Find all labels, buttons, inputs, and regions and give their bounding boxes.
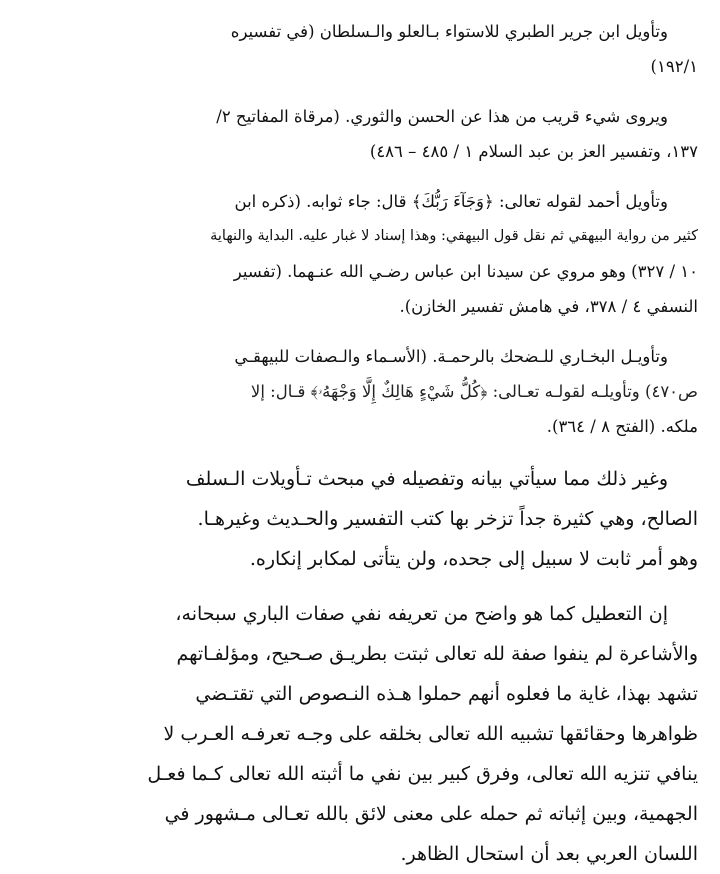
text-line: وتأويـل البخـاري للـضحك بالرحمـة. (الأسـماء والـصفات للبيهقـي: [234, 347, 668, 366]
text-line: وتأويل أحمد لقوله تعالى: ﴿وَجَآءَ رَبُّكَ﴾ قال: جاء ثوابه. (ذكره ابن: [234, 192, 668, 211]
paragraph-tabari: [24, 14, 698, 84]
text-line: ١٠ / ٣٢٧) وهو مروي عن سيدنا ابن عباس رضـي الله عنـهما. (تفسير: [233, 262, 698, 281]
text-line: تشهد بهذا، غاية ما فعلوه أنهم حملوا هـذه النـصوص التي تقتـضي: [195, 683, 698, 705]
text-line: والأشاعرة لم ينفوا صفة لله تعالى ثبتت بطريـق صـحيح، ومؤلفـاتهم: [176, 643, 698, 665]
paragraph-tatil: [24, 594, 698, 874]
text-line: وغير ذلك مما سيأتي بيانه وتفصيله في مبحث تـأويلات الـسلف: [185, 468, 668, 490]
text-line: ظواهرها وحقائقها تشبيه الله تعالى بخلقه على وجـه تعرفـه العـرب لا: [163, 723, 698, 745]
text-line: وهو أمر ثابت لا سبيل إلى جحده، ولن يتأتى لمكابر إنكاره.: [249, 548, 698, 570]
text-line: ينافي تنزيه الله تعالى، وفرق كبير بين نفي ما أثبته الله تعالى كـما فعـل: [147, 763, 698, 785]
paragraph-salaf: [24, 459, 698, 579]
text-line: الجهمية، وبين إثباته ثم حمله على معنى لائق بالله تعـالى مـشهور في: [164, 803, 698, 825]
text-line: ١٩٢/١): [650, 57, 698, 76]
text-line: ص٤٧٠) وتأويلـه لقولـه تعـالى: ﴿كُلُّ شَيْءٍ هَالِكٌ إِلَّا وَجْهَهُۥ﴾ قـال: إلا: [250, 382, 698, 401]
text-line: ١٣٧، وتفسير العز بن عبد السلام ١ / ٤٨٥ – ٤٨٦): [369, 142, 698, 161]
text-line: اللسان العربي بعد أن استحال الظاهر.: [400, 843, 698, 865]
paragraph-bukhari: [24, 339, 698, 444]
text-line: الصالح، وهي كثيرة جداً تزخر بها كتب التفسير والحـديث وغيرهـا.: [197, 508, 698, 530]
paragraph-hasan-thawri: [24, 99, 698, 169]
text-line: ملكه. (الفتح ٨ / ٣٦٤).: [546, 417, 698, 436]
text-line: النسفي ٤ / ٣٧٨، في هامش تفسير الخازن).: [399, 297, 698, 316]
text-line: إن التعطيل كما هو واضح من تعريفه نفي صفات الباري سبحانه،: [175, 603, 668, 625]
text-line: كثير من رواية البيهقي ثم نقل قول البيهقي: وهذا إسناد لا غبار عليه. البداية والنهاية: [210, 228, 698, 244]
text-line: وتأويل ابن جرير الطبري للاستواء بـالعلو والـسلطان (في تفسيره: [230, 22, 668, 41]
text-line: ويروى شيء قريب من هذا عن الحسن والثوري. (مرقاة المفاتيح ٢/: [216, 107, 668, 126]
paragraph-ahmad: [24, 184, 698, 324]
